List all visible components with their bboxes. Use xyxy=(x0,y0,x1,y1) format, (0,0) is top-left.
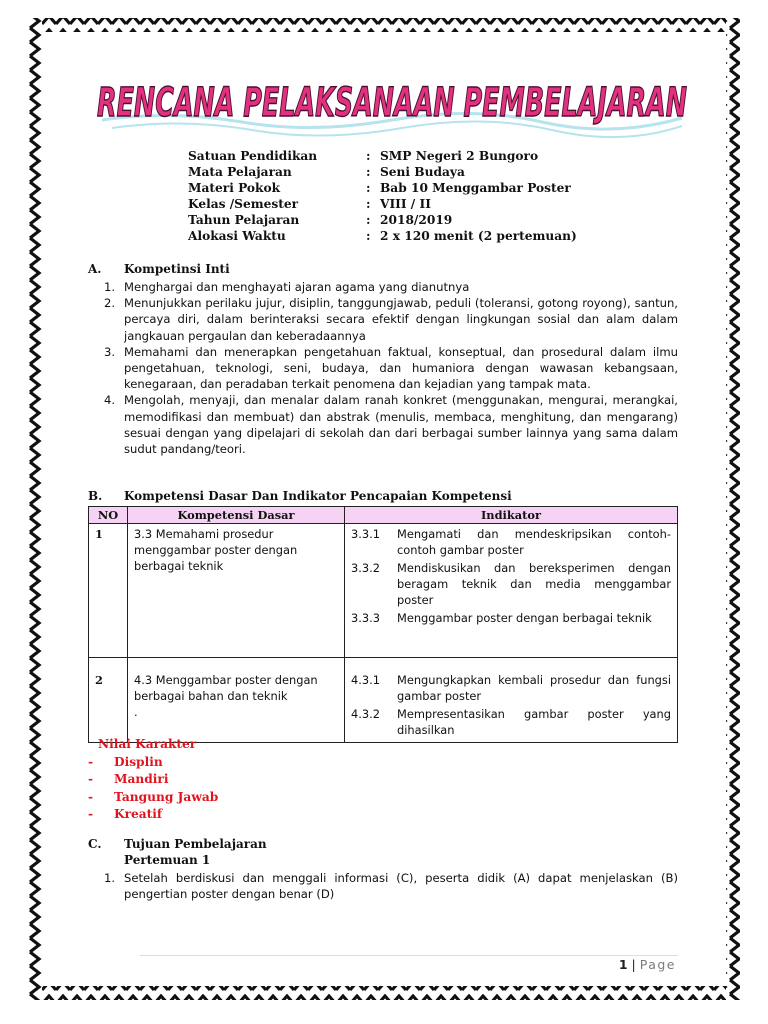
page-separator: | xyxy=(631,957,636,972)
list-item-text: Menghargai dan menghayati ajaran agama yang dianutnya xyxy=(124,280,470,294)
identity-colon: : xyxy=(366,181,371,195)
pertemuan-heading xyxy=(124,853,210,867)
section-b-title: Kompetensi Dasar Dan Indikator Pencapaian Kompetensi xyxy=(124,489,512,503)
kompetensi-inti-list xyxy=(104,279,678,457)
indikator-item xyxy=(351,560,671,608)
identity-colon: : xyxy=(366,149,371,163)
indikator-cell xyxy=(345,524,678,658)
list-item-number: 4. xyxy=(104,393,116,408)
table-row xyxy=(89,658,678,743)
indikator-text: Menggambar poster dengan berbagai teknik xyxy=(397,611,652,625)
indikator-cell xyxy=(345,658,678,743)
identity-label: Alokasi Waktu xyxy=(188,229,286,243)
identity-colon: : xyxy=(366,229,371,243)
identity-value: 2018/2019 xyxy=(380,213,453,227)
indikator-text: Mendiskusikan dan bereksperimen dengan beragam teknik dan media menggambar poster xyxy=(397,561,671,607)
identity-value: VIII / II xyxy=(380,197,431,211)
kompetensi-table xyxy=(88,506,678,743)
identity-label: Mata Pelajaran xyxy=(188,165,292,179)
nilai-dash: - xyxy=(88,772,94,786)
indikator-text: Mengamati dan mendeskripsikan contoh-contoh gambar poster xyxy=(397,527,671,557)
identity-label: Kelas /Semester xyxy=(188,197,299,211)
indikator-item xyxy=(351,526,671,558)
list-item-text: Mengolah, menyaji, dan menalar dalam ranah konkret (menggunakan, mengurai, merangkai, memodifikasi dan membuat) dan abstrak (menulis, membaca, menghitung, dan mengarang) sesuai dengan yang dipelajari di sekolah dan dari berbagai sumber lainnya yang sama dalam sudut pandang/teori. xyxy=(124,393,678,457)
list-item-text: Setelah berdiskusi dan menggali informasi (C), peserta didik (A) dapat menjelaskan (B) pengertian poster dengan benar (D) xyxy=(124,871,678,902)
nilai-karakter-item xyxy=(88,806,218,824)
indikator-text: Mengungkapkan kembali prosedur dan fungsi gambar poster xyxy=(397,673,671,703)
identity-label: Materi Pokok xyxy=(188,181,281,195)
indikator-code: 4.3.2 xyxy=(351,707,380,721)
header-indikator: Indikator xyxy=(345,507,678,524)
kompetensi-dasar-cell xyxy=(128,658,345,743)
identity-block xyxy=(188,148,577,244)
nilai-karakter-item xyxy=(88,789,218,807)
footer-divider xyxy=(140,955,678,956)
page-title xyxy=(92,72,692,142)
indikator-item xyxy=(351,706,671,738)
identity-row xyxy=(188,148,577,164)
indikator-code: 3.3.2 xyxy=(351,561,380,575)
kompetensi-dasar-text: 3.3 Memahami prosedur menggambar poster dengan berbagai teknik xyxy=(134,527,298,573)
list-item xyxy=(104,392,678,457)
nilai-dash: - xyxy=(88,789,94,804)
list-item-number: 2. xyxy=(104,296,116,311)
nilai-text: Kreatif xyxy=(114,807,163,821)
section-a-number: A. xyxy=(88,262,102,276)
list-item-number: 1. xyxy=(104,280,116,294)
list-item xyxy=(104,344,678,393)
header-no: NO xyxy=(89,507,128,524)
header-kompetensi-dasar: Kompetensi Dasar xyxy=(128,507,345,524)
nilai-dash: - xyxy=(88,807,94,821)
list-item-number: 1. xyxy=(104,871,116,885)
page-footer xyxy=(619,957,676,972)
table-header-row xyxy=(89,507,678,524)
identity-value: SMP Negeri 2 Bungoro xyxy=(380,149,539,163)
nilai-karakter-item xyxy=(88,771,218,789)
indikator-code: 3.3.3 xyxy=(351,611,380,625)
nilai-text: Displin xyxy=(114,754,163,769)
kompetensi-dasar-text: 4.3 Menggambar poster dengan berbagai bahan dan teknik xyxy=(134,673,318,703)
identity-colon: : xyxy=(366,165,371,179)
page-label: Page xyxy=(639,957,676,972)
list-item xyxy=(104,279,678,295)
pertemuan-label: Pertemuan 1 xyxy=(124,853,211,867)
identity-row xyxy=(188,228,577,244)
nilai-karakter xyxy=(88,736,218,824)
identity-value: 2 x 120 menit (2 pertemuan) xyxy=(380,229,577,243)
kompetensi-dasar-extra: . xyxy=(134,705,138,719)
identity-label: Satuan Pendidikan xyxy=(188,149,318,163)
identity-row xyxy=(188,180,577,196)
list-item-text: Menunjukkan perilaku jujur, disiplin, tanggungjawab, peduli (toleransi, gotong royong), santun, percaya diri, dalam berinteraksi secara efektif dengan lingkungan sosial dan alam dalam jangkauan pergaulan dan keberadaannya xyxy=(124,296,678,343)
identity-colon: : xyxy=(366,213,371,227)
identity-row xyxy=(188,196,577,212)
nilai-karakter-item xyxy=(88,754,218,772)
nilai-dash: - xyxy=(88,754,94,769)
nilai-text: Tangung Jawab xyxy=(114,789,219,804)
identity-label: Tahun Pelajaran xyxy=(188,213,300,227)
row-number: 2 xyxy=(89,658,128,743)
list-item xyxy=(104,295,678,344)
identity-row xyxy=(188,164,577,180)
indikator-item xyxy=(351,610,671,626)
section-c-number: C. xyxy=(88,837,102,851)
identity-row xyxy=(188,212,577,228)
indikator-code: 4.3.1 xyxy=(351,673,380,687)
nilai-text: Mandiri xyxy=(114,772,169,786)
list-item xyxy=(104,870,678,902)
tujuan-list xyxy=(104,870,678,902)
identity-value: Seni Budaya xyxy=(380,165,465,179)
identity-value: Bab 10 Menggambar Poster xyxy=(380,181,571,195)
list-item-text: Memahami dan menerapkan pengetahuan faktual, konseptual, dan prosedural dalam ilmu pengetahuan, teknologi, seni, budaya, dan humaniora dengan wawasan kebangsaan, kenegaraan, dan peradaban terkait penomena dan kejadian yang tampak mata. xyxy=(124,344,678,392)
row-number: 1 xyxy=(89,524,128,658)
indikator-item xyxy=(351,672,671,704)
section-c-title: Tujuan Pembelajaran xyxy=(124,837,267,851)
table-row xyxy=(89,524,678,658)
title-text: RENCANA PELAKSANAAN PEMBELAJARAN xyxy=(97,80,687,126)
nilai-karakter-title: Nilai Karakter xyxy=(98,737,197,751)
page-number: 1 xyxy=(618,957,628,972)
section-a-title: Kompetinsi Inti xyxy=(124,262,230,276)
kompetensi-dasar-cell xyxy=(128,524,345,658)
indikator-code: 3.3.1 xyxy=(351,527,380,541)
identity-colon: : xyxy=(366,197,371,211)
indikator-text: Mempresentasikan gambar poster yang dihasilkan xyxy=(397,707,671,737)
section-b-number: B. xyxy=(88,489,103,503)
list-item-number: 3. xyxy=(104,344,116,359)
